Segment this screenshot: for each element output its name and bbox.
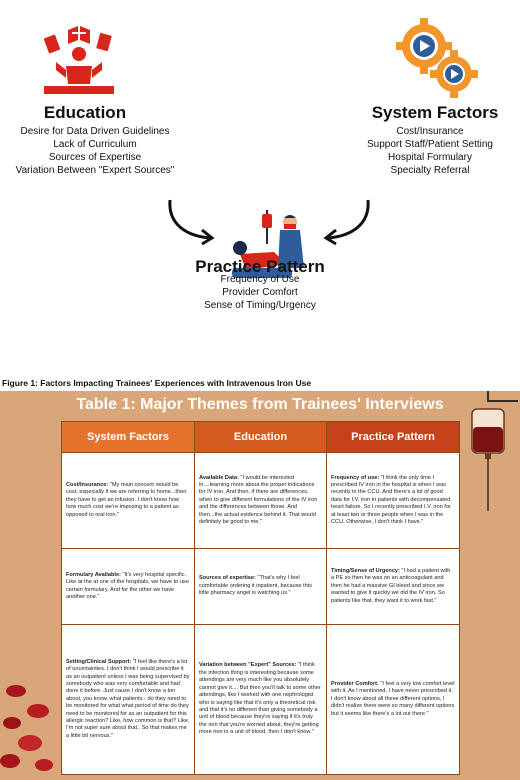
table-cell: [62, 625, 195, 775]
table-cell: [327, 625, 460, 775]
table-cell: [62, 549, 195, 625]
education-factor-list: [0, 125, 190, 177]
header-education: Education: [195, 422, 327, 453]
blood-cells-decoration: [0, 671, 60, 780]
theme-label: Timing/Sense of Urgency:: [331, 567, 400, 574]
system-factors-title: System Factors: [371, 103, 499, 122]
practice-pattern-list: [170, 273, 350, 312]
theme-label: Frequency of use:: [331, 474, 380, 481]
figure-caption: Figure 1: Factors Impacting Trainees' Experiences with Intravenous Iron Use: [2, 378, 312, 388]
practice-pattern-title: Practice Pattern: [195, 257, 325, 276]
table-cell: [62, 453, 195, 549]
header-system-factors: System Factors: [62, 422, 195, 453]
table-row: [62, 625, 460, 775]
table-cell: [195, 453, 327, 549]
table-title: Table 1: Major Themes from Trainees' Interviews: [76, 396, 444, 413]
education-factor: Desire for Data Driven Guidelines: [20, 126, 170, 137]
education-factor: Variation Between "Expert Sources": [15, 165, 175, 176]
table-cell: [327, 549, 460, 625]
system-factor: Specialty Referral: [390, 165, 470, 176]
practice-factor: Frequency of Use: [220, 274, 300, 285]
quote-text: "That's why I feel comfortable ordering it inpatient, because this little pharmacy angel is watching us.": [199, 575, 312, 597]
quote-text: "I feel a very low comfort level with it. As I mentioned, I have never prescribed it. I don't know about all these different options, I didn't realize there were so many different options but it seems like there's a lot out there.": [331, 680, 455, 717]
table-row: [62, 549, 460, 625]
table-cell: [195, 549, 327, 625]
table-header-row: [62, 422, 460, 453]
quote-text: "It's very hospital specific. Like at the at one of the hospitals, we have to use certain formulary. And for the other we have another one.": [66, 571, 189, 600]
theme-label: Variation between "Expert" Sources:: [199, 662, 297, 669]
system-factor: Cost/Insurance: [396, 126, 464, 137]
education-title: Education: [43, 103, 127, 122]
table-row: [62, 453, 460, 549]
theme-label: Provider Comfort:: [331, 680, 379, 687]
right-curved-arrow-icon: [318, 196, 378, 246]
theme-label: Sources of expertise:: [199, 575, 256, 582]
system-factor: Hospital Formulary: [388, 152, 472, 163]
practice-factor: Provider Comfort: [222, 287, 298, 298]
system-factors-list: [340, 125, 520, 177]
theme-label: Available Data:: [199, 474, 239, 481]
table-cell: [327, 453, 460, 549]
quote-text: "I had a patient with a PE so then he was on an anticoagulant and then he had a massive GI bleed and since we wanted to give it quickly we did the IV iron. So patients like that, they want it to work fast.": [331, 567, 451, 604]
education-factor: Lack of Curriculum: [53, 139, 137, 150]
system-factor: Support Staff/Patient Setting: [366, 139, 493, 150]
left-curved-arrow-icon: [160, 196, 220, 246]
education-factor: Sources of Expertise: [48, 152, 142, 163]
system-gears-icon: [392, 14, 478, 98]
table-cell: [195, 625, 327, 775]
themes-table: [61, 421, 460, 775]
quote-text: "I think the only time I prescribed IV iron in the hospital is when I was recently in the CCU. And there's a lot of good data for I.V. iron in patients with decompensated heart failure. So I recently prescribed I.V. iron for at least two or three people when I was in the CCU. Otherwise, I don't think I have.": [331, 474, 451, 526]
theme-label: Cost/Insurance:: [66, 481, 109, 488]
quote-text: "I feel like there's a lot of uncertainties. I don't think I would prescribe it as an outpatient unless I was being supervised by somebody who was very comfortable and had done it before. Just cause I don't know a ton about, you know, what patients - do they need to be monitored for what what period of time do they need to be monitored for as an outpatient for this allergic reaction? Like, how common is that? Like, I'm not super sure about that.. So that makes me a little bit nervous.": [66, 658, 190, 739]
theme-label: Setting/Clinical Support:: [66, 658, 132, 665]
quote-text: "My main concern would be cost, especially if we are referring to home...then they have to get an infusion. I don't know how how much cost we're imposing to a patient as opposed to oral iron.": [66, 481, 187, 518]
header-practice-pattern: Practice Pattern: [327, 422, 460, 453]
practice-factor: Sense of Timing/Urgency: [204, 300, 316, 311]
theme-label: Formulary Available:: [66, 571, 121, 578]
quote-text: "I think the infection thing is interesting because some attendings are very much like you absolutely cannot give it.... But then you'll talk to some other attendings, like I worked with one nephrologist who is saying like that it's only a theoretical risk and that it's no different than giving somebody a unit of blood because they're saying if it's truly the iron that you're worried about, they're getting more iron in a unit of blood, then I don't know.": [199, 662, 321, 736]
quote-text: "I would be interested in....learning more about the proper indications for IV iron. And then, if there are differences, when to give different formulations of the IV iron and the differences between those. And then...the actual evidence behind it. That would definitely be good to me.": [199, 474, 318, 526]
education-person-books-icon: [38, 18, 120, 98]
